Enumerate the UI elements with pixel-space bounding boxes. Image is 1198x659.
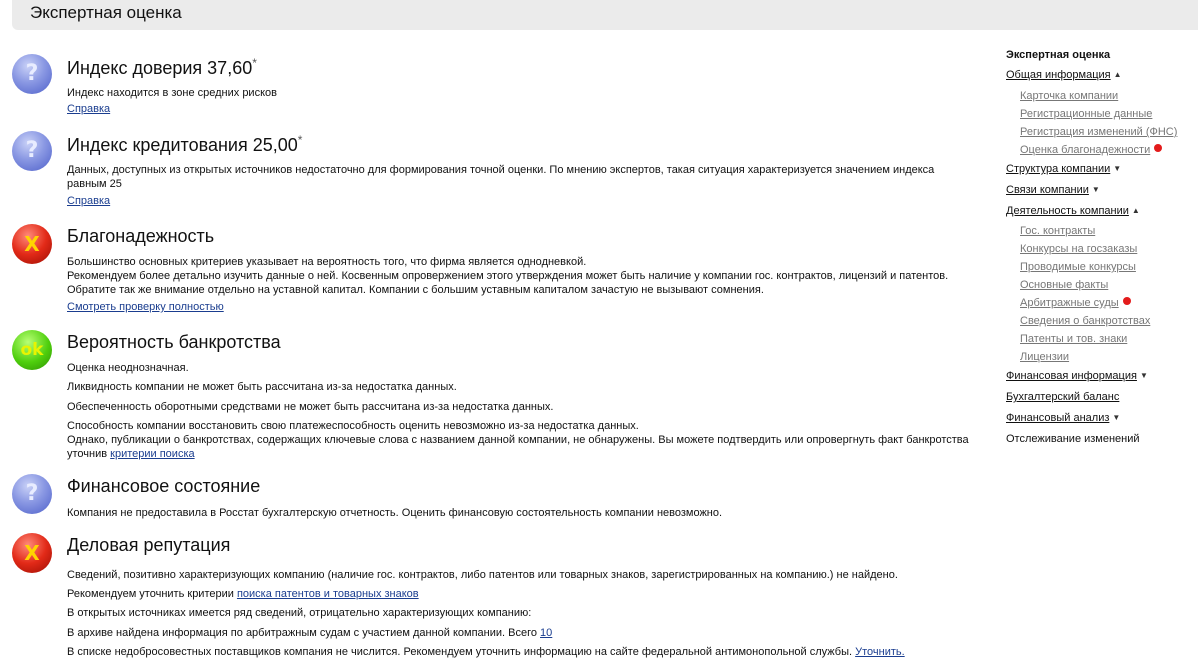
section-text: Сведений, позитивно характеризующих компанию (наличие гос. контрактов, либо патентов или товарных знаков, зарегистрированных на компанию.) не найдено. (67, 569, 898, 581)
x-icon: X (12, 224, 52, 264)
sidebar-item-main-facts[interactable]: Основные факты (1020, 279, 1109, 291)
section-title-reputation: Деловая репутация (67, 535, 231, 555)
section-title-bankruptcy: Вероятность банкротства (67, 332, 281, 352)
view-full-check-link[interactable]: Смотреть проверку полностью (67, 301, 224, 313)
question-icon: ? (12, 474, 52, 514)
section-title-financial-state: Финансовое состояние (67, 476, 261, 496)
sidebar-item-balance[interactable]: Бухгалтерский баланс (1006, 391, 1120, 403)
caret-down-icon: ▼ (1091, 185, 1100, 194)
sidebar-item-registration[interactable]: Регистрационные данные (1020, 108, 1153, 120)
section-title-credit-index: Индекс кредитования 25,00* (67, 133, 303, 155)
patents-search-link[interactable]: поиска патентов и товарных знаков (236, 588, 419, 600)
alert-badge-icon (1154, 144, 1162, 152)
page-title: Экспертная оценка (30, 3, 182, 22)
section-text: Однако, публикации о банкротствах, содержащих ключевые слова с названием данной компании, не обнаружены. Вы можете подтвердить или опровергнуть факт банкротства (67, 434, 969, 446)
search-criteria-link[interactable]: критерии поиска (110, 448, 195, 460)
section-text: Данных, доступных из открытых источников недостаточно для формирования точной оценки. По мнению экспертов, такая ситуация характеризуется значением индекса (67, 164, 935, 176)
sidebar-item-contracts[interactable]: Гос. контракты (1020, 225, 1096, 237)
question-icon: ? (12, 54, 52, 94)
section-title-trust-index: Индекс доверия 37,60* (67, 56, 257, 78)
clarify-link[interactable]: Уточнить. (855, 646, 905, 658)
sidebar-item-tenders[interactable]: Конкурсы на госзаказы (1020, 243, 1138, 255)
sidebar-item-company-card[interactable]: Карточка компании (1020, 90, 1119, 102)
sidebar-item-links[interactable]: Связи компании ▼ (1006, 184, 1100, 196)
sidebar-item-arbitration[interactable]: Арбитражные суды (1020, 297, 1131, 309)
sidebar-item-reliability[interactable]: Оценка благонадежности (1020, 144, 1162, 156)
arbitration-count-link[interactable]: 10 (540, 627, 553, 639)
sidebar-heading: Экспертная оценка (1006, 49, 1111, 61)
sidebar-item-registration-changes[interactable]: Регистрация изменений (ФНС) (1020, 126, 1178, 138)
x-icon: X (12, 533, 52, 573)
sidebar-item-held-tenders[interactable]: Проводимые конкурсы (1020, 261, 1136, 273)
section-text: Рекомендуем более детально изучить данные о ней. Косвенным опровержением этого утверждения может быть наличие у компании гос. контрактов, лицензий и патентов. (67, 270, 949, 282)
ok-icon: ok (12, 330, 52, 370)
caret-up-icon: ▲ (1113, 70, 1122, 79)
caret-up-icon: ▲ (1131, 206, 1140, 215)
caret-down-icon: ▼ (1112, 413, 1121, 422)
caret-down-icon: ▼ (1113, 164, 1122, 173)
sidebar-item-general[interactable]: Общая информация ▲ (1006, 69, 1122, 81)
question-icon: ? (12, 131, 52, 171)
sidebar-item-analysis[interactable]: Финансовый анализ ▼ (1006, 412, 1121, 424)
sidebar-item-structure[interactable]: Структура компании ▼ (1006, 163, 1122, 175)
sidebar-item-licenses[interactable]: Лицензии (1020, 351, 1070, 363)
section-text: Оценка неоднозначная. (67, 362, 189, 374)
sidebar-item-activity[interactable]: Деятельность компании ▲ (1006, 205, 1140, 217)
section-text: Способность компании восстановить свою платежеспособность оценить невозможно из-за недостатка данных. (67, 420, 639, 432)
section-text: Ликвидность компании не может быть рассчитана из-за недостатка данных. (67, 381, 457, 393)
section-text: В открытых источниках имеется ряд сведений, отрицательно характеризующих компанию: (67, 607, 532, 619)
section-text: Индекс находится в зоне средних рисков (67, 87, 277, 99)
alert-badge-icon (1123, 297, 1131, 305)
caret-down-icon: ▼ (1139, 371, 1148, 380)
sidebar-item-tracking[interactable]: Отслеживание изменений (1006, 433, 1140, 445)
help-link[interactable]: Справка (67, 195, 111, 207)
sidebar-item-financial[interactable]: Финансовая информация ▼ (1006, 370, 1148, 382)
section-title-reliability: Благонадежность (67, 226, 215, 246)
help-link[interactable]: Справка (67, 103, 111, 115)
sidebar-item-patents[interactable]: Патенты и тов. знаки (1020, 333, 1128, 345)
section-text: Большинство основных критериев указывает на вероятность того, что фирма является однодневкой. (67, 256, 587, 268)
sidebar-item-bankruptcy[interactable]: Сведения о банкротствах (1020, 315, 1151, 327)
section-text: Обратите так же внимание отдельно на уставной капитал. Компании с большим уставным капиталом зачастую не вызывают сомнения. (67, 284, 764, 296)
top-bar (12, 0, 1198, 30)
section-text: Обеспеченность оборотными средствами не может быть рассчитана из-за недостатка данных. (67, 401, 554, 413)
section-text: равным 25 (67, 178, 122, 190)
section-text: Компания не предоставила в Росстат бухгалтерскую отчетность. Оценить финансовую состоятельность компании невозможно. (67, 507, 723, 519)
